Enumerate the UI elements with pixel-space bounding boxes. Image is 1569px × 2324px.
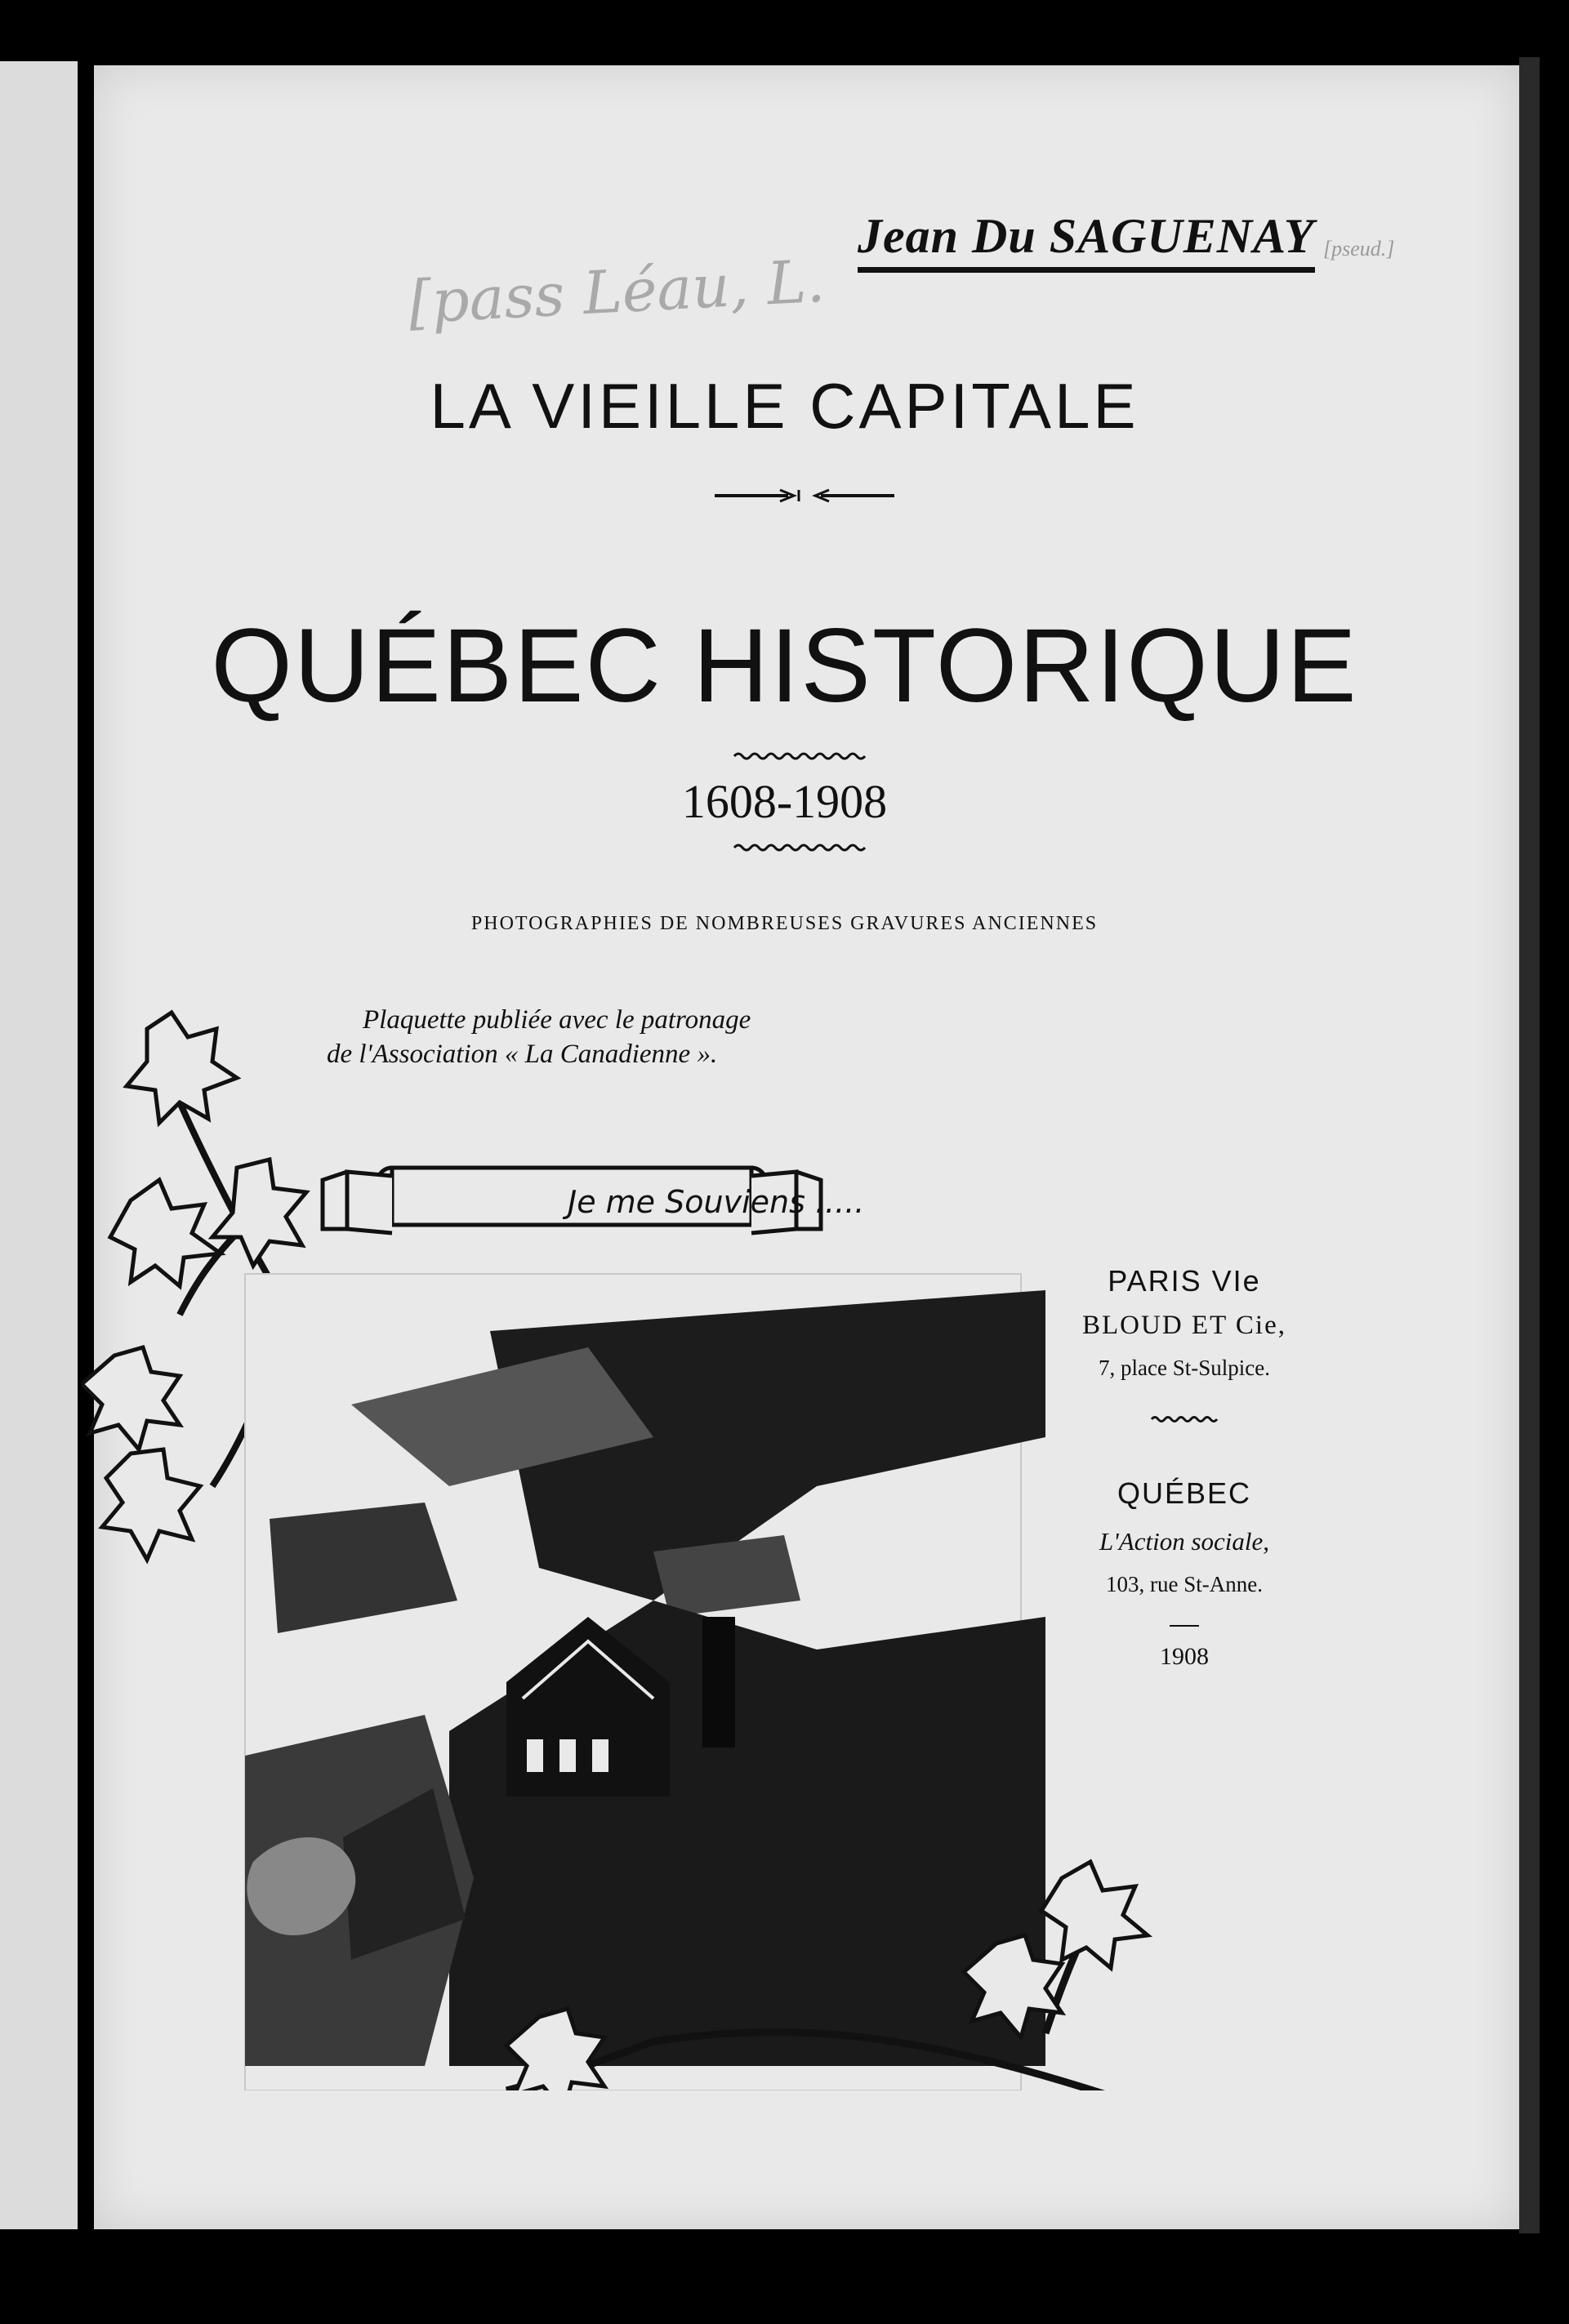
series-title: LA VIEILLE CAPITALE — [430, 370, 1139, 442]
arrow-ornament — [711, 483, 898, 508]
patronage-line-1: Plaquette publiée avec le patronage — [363, 1005, 751, 1035]
date-range: 1608-1908 — [681, 775, 888, 828]
wavy-rule-bottom — [731, 841, 870, 854]
patronage-line-2: de l'Association « La Canadienne ». — [327, 1040, 718, 1069]
imprint-wavy-rule — [1149, 1414, 1219, 1424]
old-quebec-street-scene — [245, 1274, 1045, 2090]
subtitle: PHOTOGRAPHIES DE NOMBREUSES GRAVURES ANCIENNES — [470, 913, 1099, 934]
wavy-rule-top — [731, 750, 870, 763]
imprint-paris-city: PARIS VIe — [1108, 1264, 1261, 1298]
pseudonym-note: [pseud.] — [1323, 237, 1395, 260]
imprint-year: 1908 — [1160, 1643, 1209, 1670]
imprint-quebec-publisher: L'Action sociale, — [1099, 1527, 1270, 1556]
imprint-short-rule — [1170, 1625, 1199, 1627]
imprint-paris-publisher: BLOUD ET Cie, — [1082, 1311, 1286, 1340]
imprint-quebec-city: QUÉBEC — [1117, 1476, 1252, 1510]
banner-motto: Je me Souviens ..... — [568, 1184, 865, 1220]
author-stamp: Jean Du SAGUENAY — [858, 209, 1315, 263]
author-underline — [858, 267, 1315, 273]
main-title: QUÉBEC HISTORIQUE — [211, 608, 1358, 724]
pencil-annotation: [pass Léau, L. — [407, 246, 827, 337]
imprint-quebec-address: 103, rue St-Anne. — [1106, 1572, 1263, 1596]
imprint-paris-address: 7, place St-Sulpice. — [1099, 1356, 1270, 1380]
